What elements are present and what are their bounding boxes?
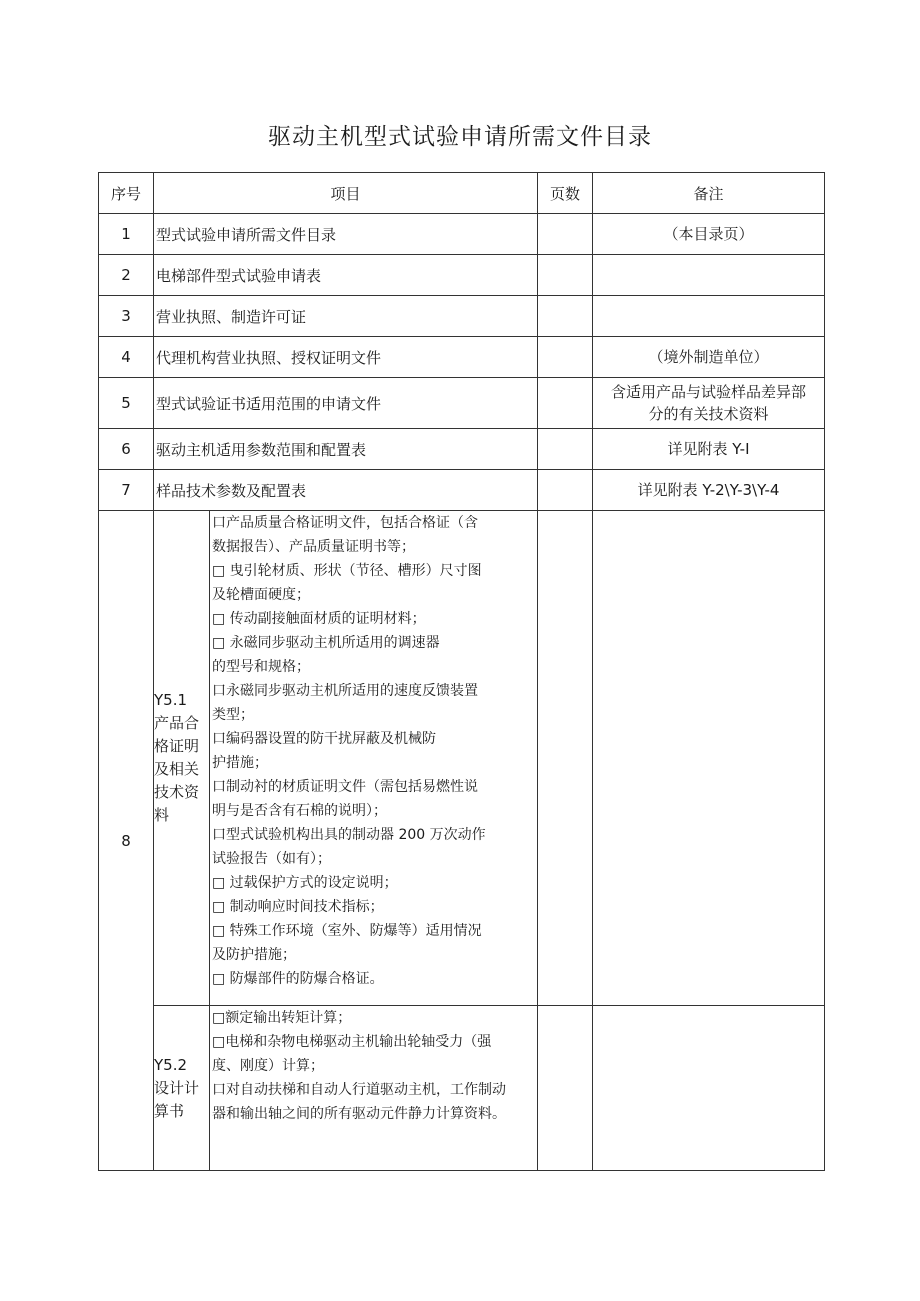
content-line: 口对自动扶梯和自动人行道驱动主机，工作制动 <box>212 1082 506 1098</box>
row-pages <box>538 255 593 296</box>
content-line: 试验报告（如有）； <box>212 851 331 867</box>
header-no: 序号 <box>99 173 154 214</box>
row-item: 代理机构营业执照、授权证明文件 <box>154 337 538 378</box>
row-item: 电梯部件型式试验申请表 <box>154 255 538 296</box>
header-pages: 页数 <box>538 173 593 214</box>
row-pages <box>538 296 593 337</box>
table-row-y51 <box>99 511 825 1006</box>
content-line: 及防护措施； <box>212 947 296 963</box>
row-no: 4 <box>99 337 154 378</box>
label-line: Y5.2 <box>154 1055 188 1074</box>
content-line: 的型号和规格； <box>212 659 310 675</box>
y52-label <box>154 1006 210 1171</box>
content-line: □ 传动副接触面材质的证明材料； <box>212 611 426 627</box>
content-line: □ 曳引轮材质、形状（节径、槽形）尺寸图 <box>212 563 482 579</box>
note-line: 含适用产品与试验样品差异部 <box>611 383 807 401</box>
row-no: 1 <box>99 214 154 255</box>
content-line: 数据报告）、产品质量证明书等； <box>212 539 415 555</box>
header-note: 备注 <box>593 173 825 214</box>
row-item: 营业执照、制造许可证 <box>154 296 538 337</box>
table-row <box>99 429 825 470</box>
y51-pages <box>538 511 593 1006</box>
row-pages <box>538 378 593 429</box>
content-line: 明与是否含有石棉的说明）； <box>212 803 387 819</box>
row-item: 型式试验申请所需文件目录 <box>154 214 538 255</box>
row-item: 型式试验证书适用范围的申请文件 <box>154 378 538 429</box>
content-line: 及轮槽面硬度； <box>212 587 310 603</box>
table-row-y52 <box>99 1006 825 1171</box>
content-line: 口编码器设置的防干扰屏蔽及机械防 <box>212 731 436 747</box>
header-item: 项目 <box>154 173 538 214</box>
row-no: 2 <box>99 255 154 296</box>
y51-content <box>210 511 538 1006</box>
row-no: 6 <box>99 429 154 470</box>
table-header-row <box>99 173 825 214</box>
y52-content <box>210 1006 538 1171</box>
table-row <box>99 470 825 511</box>
content-line: □ 制动响应时间技术指标； <box>212 899 384 915</box>
content-line: 口永磁同步驱动主机所适用的速度反馈装置 <box>212 683 478 699</box>
row-note: （境外制造单位） <box>593 337 825 378</box>
content-line: □ 永磁同步驱动主机所适用的调速器 <box>212 635 440 651</box>
table-row <box>99 255 825 296</box>
content-line: □ 防爆部件的防爆合格证。 <box>212 971 384 987</box>
table-row <box>99 214 825 255</box>
row-note: 详见附表 Y-2\Y-3\Y-4 <box>593 470 825 511</box>
content-line: 护措施； <box>212 755 268 771</box>
row-no: 5 <box>99 378 154 429</box>
note-line: 分的有关技术资料 <box>648 405 769 423</box>
row-pages <box>538 429 593 470</box>
content-line: □电梯和杂物电梯驱动主机输出轮轴受力（强 <box>212 1034 492 1050</box>
label-line: 格证明 <box>154 737 200 755</box>
label-line: 及相关 <box>154 760 200 778</box>
label-line: 料 <box>154 806 170 824</box>
label-line: Y5.1 <box>154 691 188 709</box>
y51-label <box>154 511 210 1006</box>
document-title: 驱动主机型式试验申请所需文件目录 <box>268 124 652 150</box>
content-line: 口制动衬的材质证明文件（需包括易燃性说 <box>212 779 478 795</box>
row-pages <box>538 214 593 255</box>
content-line: □ 特殊工作环境（室外、防爆等）适用情况 <box>212 923 482 939</box>
file-list-table <box>98 172 825 1171</box>
content-line: 口产品质量合格证明文件，包括合格证（含 <box>212 515 478 531</box>
row-item: 驱动主机适用参数范围和配置表 <box>154 429 538 470</box>
content-line: 器和输出轴之间的所有驱动元件静力计算资料。 <box>212 1106 506 1122</box>
y51-note <box>593 511 825 1006</box>
table-row <box>99 296 825 337</box>
y52-note <box>593 1006 825 1171</box>
content-line: 口型式试验机构出具的制动器 200 万次动作 <box>212 827 486 843</box>
label-line: 技术资 <box>154 783 200 801</box>
row-note: （本目录页） <box>593 214 825 255</box>
content-line: 类型； <box>212 707 254 723</box>
row-no: 3 <box>99 296 154 337</box>
row-item: 样品技术参数及配置表 <box>154 470 538 511</box>
row-no: 8 <box>99 511 154 1171</box>
row-note <box>593 378 825 429</box>
table-row <box>99 378 825 429</box>
row-note <box>593 296 825 337</box>
row-pages <box>538 470 593 511</box>
label-line: 产品合 <box>154 714 200 732</box>
content-line: 度、刚度）计算； <box>212 1058 324 1074</box>
table-row <box>99 337 825 378</box>
row-pages <box>538 337 593 378</box>
content-line: □额定输出转矩计算； <box>212 1010 352 1026</box>
row-note: 详见附表 Y-I <box>593 429 825 470</box>
content-line: □ 过载保护方式的设定说明； <box>212 875 398 891</box>
row-note <box>593 255 825 296</box>
label-line: 设计计 <box>154 1078 200 1097</box>
y52-pages <box>538 1006 593 1171</box>
label-line: 算书 <box>154 1101 185 1120</box>
row-no: 7 <box>99 470 154 511</box>
